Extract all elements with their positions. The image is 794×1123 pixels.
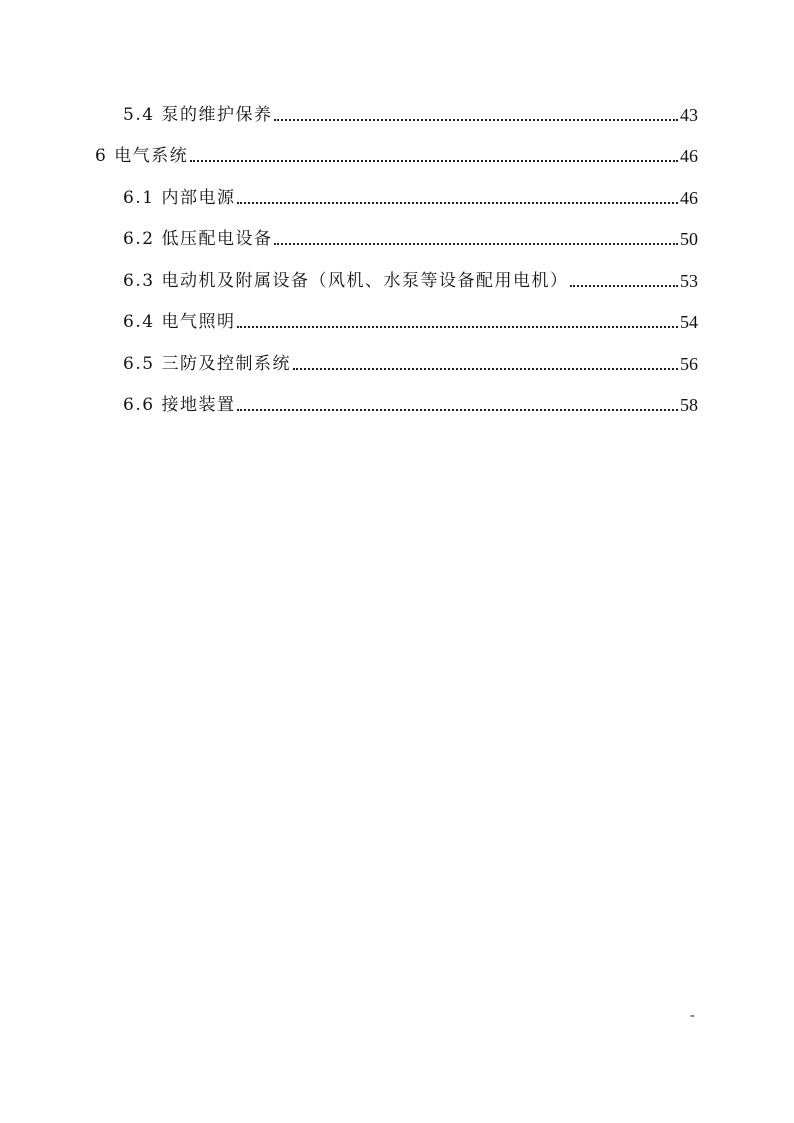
toc-dot-leader <box>274 119 678 121</box>
toc-entry-6-2[interactable] <box>123 224 698 250</box>
toc-dot-leader <box>293 368 678 370</box>
toc-entry-label: 5.4 泵的维护保养 <box>123 105 273 125</box>
toc-entry-page: 43 <box>680 105 698 125</box>
toc-dot-leader <box>274 243 678 245</box>
toc-entry-5-4[interactable] <box>123 100 698 126</box>
toc-entry-label: 6 电气系统 <box>95 146 189 166</box>
toc-entry-page: 58 <box>680 395 698 415</box>
toc-dot-leader <box>237 409 678 411</box>
toc-entry-page: 46 <box>680 146 698 166</box>
toc-entry-page: 46 <box>680 188 698 208</box>
toc-entry-page: 54 <box>680 312 698 332</box>
toc-entry-6[interactable] <box>95 141 698 167</box>
toc-entry-6-1[interactable] <box>123 183 698 209</box>
toc-dot-leader <box>237 326 678 328</box>
toc-entry-6-6[interactable] <box>123 390 698 416</box>
toc-entry-page: 53 <box>680 271 698 291</box>
toc-entry-label: 6.5 三防及控制系统 <box>123 354 291 374</box>
toc-entry-label: 6.1 内部电源 <box>123 188 236 208</box>
toc-dot-leader <box>237 202 678 204</box>
toc-entry-page: 56 <box>680 354 698 374</box>
toc-dot-leader <box>190 160 678 162</box>
toc-entry-6-3[interactable] <box>123 266 698 292</box>
toc-entry-label: 6.2 低压配电设备 <box>123 229 273 249</box>
toc-entry-6-4[interactable] <box>123 307 698 333</box>
toc-dot-leader <box>570 285 678 287</box>
toc-entry-label: 6.6 接地装置 <box>123 395 236 415</box>
toc-entry-page: 50 <box>680 229 698 249</box>
toc-entry-6-5[interactable] <box>123 349 698 375</box>
toc-entry-label: 6.4 电气照明 <box>123 312 236 332</box>
toc-entry-label: 6.3 电动机及附属设备（风机、水泵等设备配用电机） <box>123 271 569 291</box>
page-footer-mark: - <box>690 1008 695 1023</box>
